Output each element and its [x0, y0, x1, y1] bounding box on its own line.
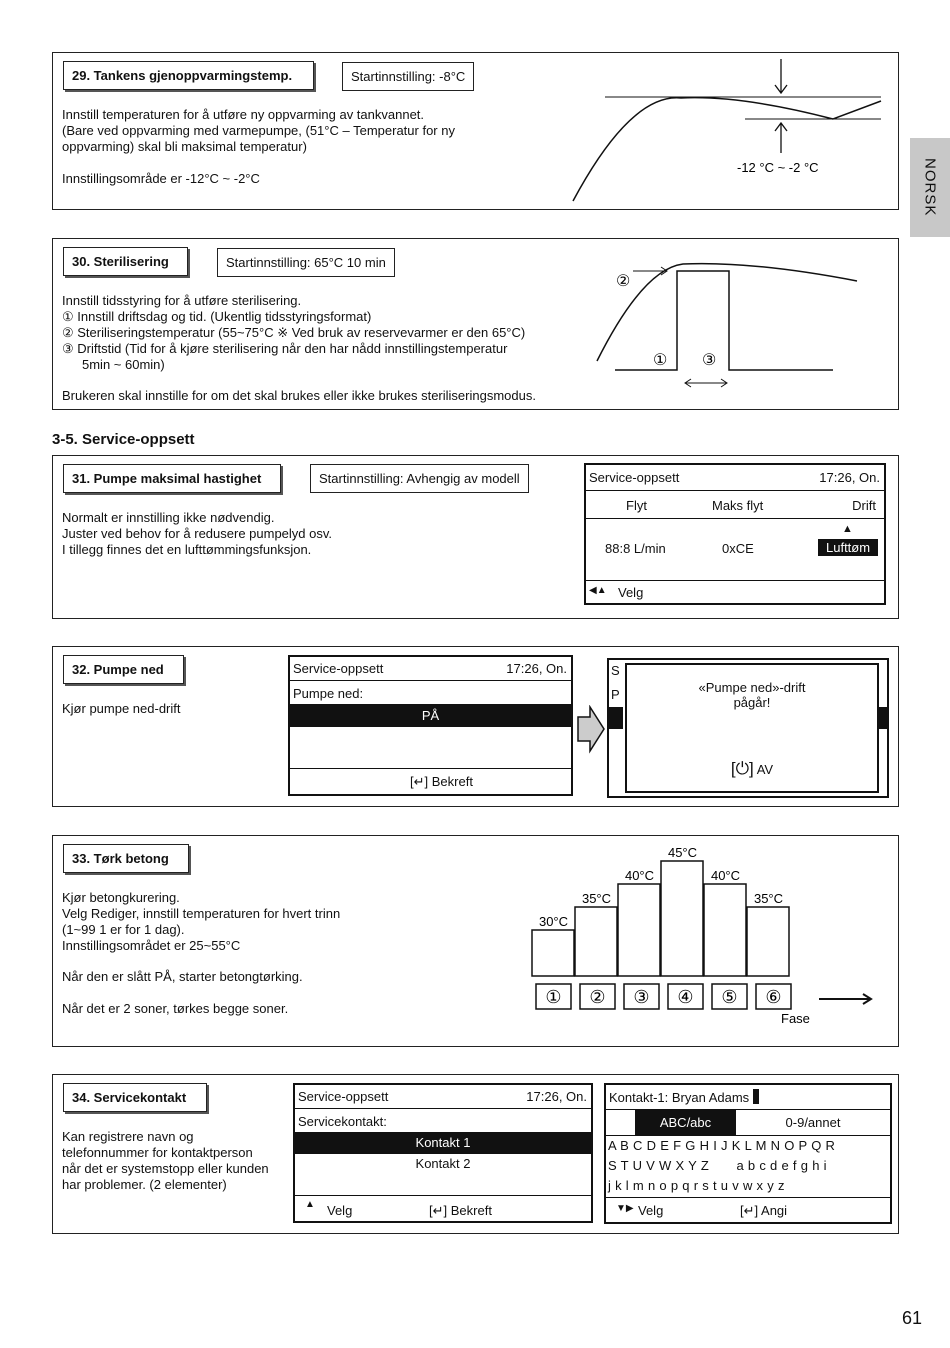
step-bar	[618, 884, 660, 976]
footer-select: Velg	[638, 1203, 664, 1218]
text-line: telefonnummer for kontaktperson	[62, 1145, 253, 1160]
enter-icon: [↵]	[740, 1203, 759, 1218]
marker-3: ③	[702, 352, 717, 369]
col-max-flow: Maks flyt	[712, 498, 764, 513]
step-temp-label: 35°C	[753, 891, 784, 906]
step-number: ⑤	[721, 987, 738, 1007]
popup-line: «Pumpe ned»-drift	[698, 680, 806, 695]
default-setting: Startinnstilling: Avhengig av modell	[310, 464, 529, 493]
text-line: Velg Rediger, innstill temperaturen for hvert trinn	[62, 906, 341, 921]
step-temp-label: 40°C	[710, 868, 741, 883]
section-34	[52, 1074, 899, 1234]
popup	[625, 663, 879, 793]
step-bar	[704, 884, 746, 976]
cursor	[753, 1089, 759, 1104]
step-bar	[747, 907, 789, 976]
section-heading: 3-5. Service-oppsett	[52, 431, 195, 448]
name-input[interactable]	[609, 1089, 759, 1105]
text-line: ② Steriliseringstemperatur (55~75°C ※ Ved bruk av reservevarmer er den 65°C)	[62, 325, 526, 340]
step-temp-label: 40°C	[624, 868, 655, 883]
text-line: ③ Driftstid (Tid for å kjøre sterilisering når den har nådd innstillingstemperatur	[62, 341, 508, 356]
pump-screen	[584, 463, 886, 605]
pumpdown-screen	[288, 655, 573, 796]
step-number: ⑥	[765, 987, 782, 1007]
concrete-dry-chart	[453, 836, 893, 1046]
bg-selection-bar	[879, 707, 887, 729]
confirm-footer[interactable]	[429, 1203, 492, 1219]
nav-arrows-icon: ◀▲	[589, 585, 607, 596]
screen-header: Service-oppsett	[298, 1089, 389, 1104]
col-operation: Drift	[852, 498, 876, 513]
off-label: AV	[756, 762, 774, 777]
section-title: 29. Tankens gjenoppvarmingstemp.	[63, 61, 314, 90]
section-33	[52, 835, 899, 1047]
tab-letters[interactable]: ABC/abc	[635, 1110, 736, 1135]
step-number: ④	[677, 987, 694, 1007]
confirm-footer[interactable]	[410, 774, 473, 790]
pumpdown-running-screen	[607, 658, 889, 798]
enter-icon: [↵]	[410, 774, 429, 789]
default-setting: Startinnstilling: 65°C 10 min	[217, 248, 395, 277]
step-number: ①	[545, 987, 562, 1007]
step-bar	[575, 907, 617, 976]
section-title: 33. Tørk betong	[63, 844, 189, 873]
sterilization-graph	[583, 239, 903, 409]
text-line: Når det er 2 soner, tørkes begge soner.	[62, 1001, 289, 1016]
step-temp-label: 45°C	[667, 845, 698, 860]
text-line: I tillegg finnes det en lufttømmingsfunksjon.	[62, 542, 312, 557]
screen-header: Service-oppsett	[589, 470, 680, 485]
nav-arrows-icon: ▼▶	[616, 1203, 634, 1214]
up-arrow-icon: ▲	[842, 523, 853, 535]
marker-1: ①	[653, 352, 668, 369]
text-line: Kjør pumpe ned-drift	[62, 701, 181, 716]
enter-footer[interactable]	[740, 1203, 787, 1219]
next-arrow-icon	[576, 705, 606, 755]
key-row[interactable]: j k l m n o p q r s t u v w x y z	[608, 1178, 785, 1193]
section-title: 30. Sterilisering	[63, 247, 188, 276]
footer-select: Velg	[618, 585, 644, 600]
text-line: Normalt er innstilling ikke nødvendig.	[62, 510, 275, 525]
bg-selection-bar	[609, 707, 623, 729]
text-line: Innstill temperaturen for å utføre ny oppvarming av tankvannet.	[62, 107, 425, 122]
power-icon: [⏻]	[730, 759, 754, 778]
contact-label: Servicekontakt:	[298, 1114, 387, 1129]
keyboard-screen	[604, 1083, 892, 1224]
marker-2: ②	[616, 273, 631, 290]
section-31	[52, 455, 899, 619]
popup-line: pågår!	[733, 695, 771, 710]
step-bar	[532, 930, 574, 976]
option-on[interactable]: PÅ	[290, 704, 571, 727]
text-line: Brukeren skal innstille for om det skal brukes eller ikke brukes steriliseringsmodus.	[62, 388, 536, 403]
confirm-label: Bekreft	[450, 1203, 492, 1218]
max-flow-value: 0xCE	[722, 541, 754, 556]
text-line: når det er systemstopp eller kunden	[62, 1161, 269, 1176]
key-row[interactable]: S T U V W X Y Z a b c d e f g h i	[608, 1158, 827, 1173]
tab-numbers[interactable]: 0-9/annet	[785, 1115, 841, 1130]
reheat-graph	[561, 53, 901, 209]
key-row[interactable]: A B C D E F G H I J K L M N O P Q R	[608, 1138, 836, 1153]
section-title: 31. Pumpe maksimal hastighet	[63, 464, 281, 493]
screen-time: 17:26, On.	[819, 470, 880, 485]
section-29	[52, 52, 899, 210]
section-32	[52, 646, 899, 807]
phase-arrow-icon	[819, 994, 871, 1004]
text-line: Innstillingsområdet er 25~55°C	[62, 938, 241, 953]
text-line: har problemer. (2 elementer)	[62, 1177, 227, 1192]
language-tab-label: NORSK	[921, 158, 939, 217]
flow-value: 88:8 L/min	[605, 541, 666, 556]
page-number: 61	[902, 1308, 923, 1328]
screen-header: Service-oppsett	[293, 661, 384, 676]
step-bar	[661, 861, 703, 976]
contact-screen	[293, 1083, 593, 1223]
phase-label: Fase	[781, 1011, 810, 1026]
step-temp-label: 30°C	[538, 914, 569, 929]
range-label: -12 °C ~ -2 °C	[737, 160, 819, 175]
screen-time: 17:26, On.	[506, 661, 567, 676]
col-flow: Flyt	[626, 498, 647, 513]
text-line: Kjør betongkurering.	[62, 890, 180, 905]
section-title: 34. Servicekontakt	[63, 1083, 207, 1112]
confirm-label: Bekreft	[431, 774, 473, 789]
default-setting: Startinnstilling: -8°C	[342, 62, 474, 91]
enter-icon: [↵]	[429, 1203, 448, 1218]
contact-2-item[interactable]: Kontakt 2	[295, 1154, 591, 1196]
section-title: 32. Pumpe ned	[63, 655, 184, 684]
section-30	[52, 238, 899, 410]
off-button[interactable]	[627, 759, 877, 779]
language-tab	[910, 138, 950, 237]
bg-text: P	[611, 687, 620, 702]
text-line: ① Innstill driftsdag og tid. (Ukentlig tidsstyringsformat)	[62, 309, 372, 324]
up-arrow-icon: ▲	[305, 1199, 315, 1210]
footer-select: Velg	[327, 1203, 353, 1218]
name-value: Kontakt-1: Bryan Adams	[609, 1090, 750, 1105]
step-number: ③	[633, 987, 650, 1007]
text-line: 5min ~ 60min)	[82, 357, 165, 372]
text-line: oppvarming) skal bli maksimal temperatur)	[62, 139, 307, 154]
text-line: Kan registrere navn og	[62, 1129, 194, 1144]
text-line: (Bare ved oppvarming med varmepumpe, (51°C – Temperatur for ny	[62, 123, 455, 138]
text-line: Innstill tidsstyring for å utføre sterilisering.	[62, 293, 302, 308]
step-number: ②	[589, 987, 606, 1007]
air-purge-button[interactable]: Lufttøm	[818, 539, 878, 556]
contact-1-item[interactable]: Kontakt 1	[295, 1132, 591, 1154]
screen-time: 17:26, On.	[526, 1089, 587, 1104]
enter-label: Angi	[761, 1203, 788, 1218]
text-line: Innstillingsområde er -12°C ~ -2°C	[62, 171, 260, 186]
text-line: Juster ved behov for å redusere pumpelyd osv.	[62, 526, 333, 541]
step-temp-label: 35°C	[581, 891, 612, 906]
bg-text: S	[611, 663, 620, 678]
text-line: Når den er slått PÅ, starter betongtørking.	[62, 969, 303, 984]
text-line: (1~99 1 er for 1 dag).	[62, 922, 185, 937]
pumpdown-label: Pumpe ned:	[293, 686, 364, 701]
